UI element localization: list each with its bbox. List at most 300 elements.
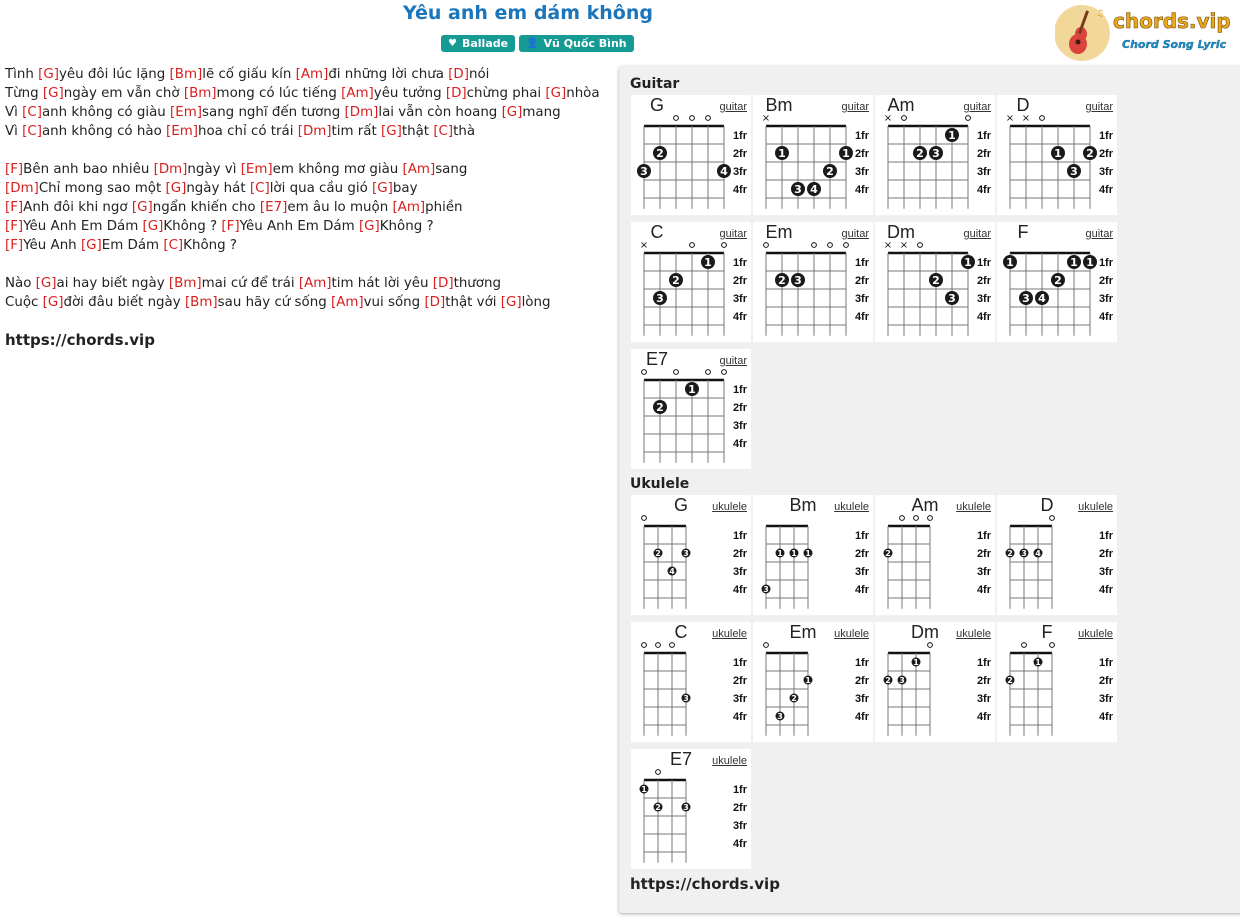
lyrics-line [5,84,615,103]
chord-link[interactable]: [Bm] [169,67,203,82]
chord-link[interactable]: [D] [448,67,469,82]
ukulele-link[interactable]: ukulele [712,501,747,513]
finger-number: 2 [885,549,891,558]
open-string-marker [928,516,933,521]
lyric-text: Chỉ mong sao một [38,181,166,196]
guitar-link[interactable]: guitar [841,101,869,113]
ukulele-chord-card-d[interactable] [997,495,1117,615]
lyric-text: lẽ cố giấu kín [202,67,296,82]
open-string-marker [828,243,833,248]
chord-name: G [673,495,688,515]
muted-string-marker: × [899,240,909,251]
fret-label: 4fr [854,184,869,196]
lyric-text: anh không có giàu [41,105,171,120]
guitar-chord-card-f[interactable] [997,222,1117,342]
finger-number: 2 [778,274,786,287]
finger-number: 2 [655,803,661,812]
open-string-marker [900,516,905,521]
chord-link[interactable]: [G] [358,219,380,234]
lyrics-line [5,217,615,236]
guitar-link[interactable]: guitar [1085,101,1113,113]
open-string-marker [764,643,769,648]
fret-label: 3fr [976,293,991,305]
finger-number: 2 [885,676,891,685]
ukulele-link[interactable]: ukulele [956,628,991,640]
guitar-chord-card-e7[interactable] [631,349,751,469]
genre-badge[interactable] [441,35,515,52]
chord-name: Dm [911,622,939,642]
chord-name: E7 [645,349,669,369]
finger-number: 2 [656,401,664,414]
chord-link[interactable]: [D] [432,276,454,291]
fret-label: 3fr [1098,293,1113,305]
chord-link[interactable]: [F] [221,219,240,234]
open-string-marker [812,243,817,248]
muted-string-marker: × [639,240,649,251]
fret-label: 4fr [732,711,747,723]
fret-label: 2fr [1098,548,1113,560]
fret-label: 1fr [1098,530,1113,542]
lyric-text: Yêu Anh Em Dám [239,219,359,234]
fret-label: 1fr [732,530,747,542]
lyric-text: yêu tưởng [373,86,446,101]
guitar-link[interactable]: guitar [841,228,869,240]
finger-number: 1 [805,549,811,558]
fret-label: 3fr [1098,693,1113,705]
chord-link[interactable]: [Dm] [153,162,188,177]
lyric-text: thà [453,124,476,139]
open-string-marker [690,116,695,121]
lyric-text: lòng [521,295,551,310]
open-string-marker [674,370,679,375]
open-string-marker [706,116,711,121]
fret-label: 1fr [854,130,869,142]
lyrics-spacer [5,141,615,160]
lyric-text: lời qua cầu gió [269,181,373,196]
site-url-left[interactable]: https://chords.vip [5,331,155,349]
chord-link[interactable]: [C] [163,238,184,253]
chord-link[interactable]: [G] [42,295,64,310]
chord-name: D [1016,95,1030,115]
fret-label: 4fr [732,584,747,596]
fret-label: 4fr [1098,584,1113,596]
chord-link[interactable]: [C] [22,124,42,139]
fret-label: 1fr [732,384,747,396]
lyric-text: chừng phai [466,86,546,101]
guitar-link[interactable]: guitar [963,101,991,113]
ukulele-link[interactable]: ukulele [1078,628,1113,640]
open-string-marker [656,643,661,648]
lyric-text: lai vẫn còn hoang [378,105,502,120]
finger-number: 3 [794,183,802,196]
fret-label: 3fr [854,293,869,305]
ukulele-link[interactable]: ukulele [834,501,869,513]
lyric-text: Anh đôi khi ngơ [23,200,132,215]
finger-number: 3 [683,549,689,558]
fret-label: 1fr [976,657,991,669]
fret-label: 4fr [1098,184,1113,196]
lyric-text: Cuộc [5,295,43,310]
fret-label: 2fr [976,275,991,287]
ukulele-chord-card-am[interactable] [875,495,995,615]
user-icon: 👤 [526,38,539,49]
open-string-marker [1050,516,1055,521]
finger-number: 2 [791,694,797,703]
heart-icon: ♥ [448,38,457,49]
fret-label: 3fr [732,166,747,178]
fret-label: 2fr [732,275,747,287]
lyric-text: ngày vì [187,162,241,177]
guitar-link[interactable]: guitar [719,355,747,367]
finger-number: 2 [1086,147,1094,160]
open-string-marker [674,116,679,121]
fret-label: 4fr [854,584,869,596]
fret-label: 2fr [1098,275,1113,287]
chord-diagrams-panel [619,66,1240,913]
lyric-text: đời đâu biết ngày [63,295,185,310]
finger-number: 4 [1038,292,1046,305]
guitar-link[interactable]: guitar [1085,228,1113,240]
open-string-marker [764,243,769,248]
muted-string-marker: × [1005,113,1015,124]
chord-link[interactable]: [G] [38,67,59,82]
chord-link[interactable]: [Bm] [183,86,217,101]
lyric-text: phiền [425,200,463,215]
finger-number: 4 [1035,549,1041,558]
fret-label: 2fr [854,148,869,160]
guitar-link[interactable]: guitar [719,228,747,240]
chord-link[interactable]: [E7] [259,200,288,215]
lyrics-line [5,160,615,179]
open-string-marker [844,243,849,248]
lyric-text: tim rất [331,124,382,139]
fret-label: 3fr [854,693,869,705]
lyric-text: Không ? [163,219,222,234]
lyric-text: vui sống [363,295,425,310]
chord-link[interactable]: [G] [500,295,522,310]
lyric-text: đi những lời chưa [328,67,449,82]
chord-link[interactable]: [F] [5,238,24,253]
lyric-text: anh không có hào [41,124,167,139]
artist-badge[interactable] [519,35,634,52]
fret-label: 1fr [1098,657,1113,669]
chord-link[interactable]: [G] [501,105,523,120]
finger-number: 2 [1054,274,1062,287]
fret-label: 2fr [732,402,747,414]
chord-link[interactable]: [Em] [166,124,198,139]
fret-label: 2fr [854,675,869,687]
fret-label: 1fr [854,257,869,269]
site-logo[interactable] [1055,4,1235,62]
fret-label: 3fr [732,693,747,705]
lyric-text: Yêu Anh [23,238,81,253]
chord-name: C [674,622,688,642]
fret-label: 2fr [976,675,991,687]
finger-number: 1 [704,256,712,269]
chord-link[interactable]: [G] [372,181,393,196]
fret-label: 4fr [976,184,991,196]
song-badges [441,35,634,52]
chord-link[interactable]: [G] [381,124,402,139]
lyric-text: Tình [5,67,39,82]
ukulele-chord-card-bm[interactable] [753,495,873,615]
finger-number: 2 [1007,549,1013,558]
chord-link[interactable]: [Em] [240,162,273,177]
fret-label: 2fr [854,275,869,287]
ukulele-link[interactable]: ukulele [1078,501,1113,513]
ukulele-link[interactable]: ukulele [956,501,991,513]
lyric-text: Nào [5,276,36,291]
music-note-icon: ♫ [1096,9,1105,19]
muted-string-marker: × [883,113,893,124]
lyrics-spacer [5,255,615,274]
fret-label: 3fr [732,566,747,578]
open-string-marker [966,116,971,121]
chord-link[interactable]: [C] [433,124,454,139]
lyrics-line [5,293,615,312]
fret-label: 4fr [732,438,747,450]
lyric-text: Không ? [183,238,237,253]
guitar-link[interactable]: guitar [719,101,747,113]
fret-label: 3fr [854,166,869,178]
lyrics-line [5,274,615,293]
finger-number: 1 [805,676,811,685]
finger-number: 1 [1086,256,1094,269]
chord-link[interactable]: [G] [35,276,57,291]
finger-number: 2 [1007,676,1013,685]
ukulele-chord-card-g[interactable] [631,495,751,615]
finger-number: 1 [777,549,783,558]
chord-link[interactable]: [Dm] [5,181,39,196]
lyric-text: Yêu Anh Em Dám [23,219,143,234]
chord-link[interactable]: [Am] [402,162,436,177]
chord-link[interactable]: [F] [5,162,24,177]
lyric-text: bay [392,181,418,196]
lyric-text: sang [435,162,468,177]
finger-number: 2 [826,165,834,178]
lyrics-block [5,65,615,312]
finger-number: 3 [1021,549,1027,558]
chord-link[interactable]: [F] [5,200,24,215]
fret-label: 1fr [732,657,747,669]
lyric-text: nhòa [566,86,600,101]
chord-link[interactable]: [C] [249,181,270,196]
fret-label: 2fr [732,675,747,687]
fret-label: 1fr [976,257,991,269]
ukulele-chord-card-em[interactable] [753,622,873,742]
fret-label: 2fr [976,548,991,560]
lyric-text: thật [401,124,434,139]
guitar-link[interactable]: guitar [963,228,991,240]
lyric-text: ngày em vẫn chờ [63,86,184,101]
lyric-text: nói [468,67,490,82]
lyric-text: mong có lúc tiếng [216,86,342,101]
fret-label: 4fr [976,584,991,596]
finger-number: 3 [777,712,783,721]
lyrics-line [5,198,615,217]
fret-label: 4fr [1098,711,1113,723]
chord-name: Bm [765,95,793,115]
logo-tagline: Chord Song Lyric [1122,38,1227,51]
chord-name: D [1040,495,1054,515]
open-string-marker [1050,643,1055,648]
lyrics-line [5,236,615,255]
fret-label: 2fr [732,802,747,814]
chord-link[interactable]: [G] [545,86,567,101]
guitar-chord-card-d[interactable] [997,95,1117,215]
ukulele-chord-card-dm[interactable] [875,622,995,742]
fret-label: 1fr [976,130,991,142]
lyric-text: Vì [5,124,23,139]
finger-number: 1 [791,549,797,558]
open-string-marker [656,770,661,775]
finger-number: 3 [656,292,664,305]
fret-label: 1fr [854,657,869,669]
lyric-text: ngày hát [186,181,250,196]
lyrics-line [5,122,615,141]
fret-label: 4fr [732,838,747,850]
chord-link[interactable]: [Am] [295,67,329,82]
fret-label: 4fr [976,711,991,723]
finger-number: 3 [899,676,905,685]
fret-label: 4fr [854,311,869,323]
ukulele-link[interactable]: ukulele [712,755,747,767]
finger-number: 2 [656,147,664,160]
fret-label: 3fr [976,693,991,705]
fret-label: 3fr [732,420,747,432]
fret-label: 1fr [976,530,991,542]
chord-link[interactable]: [G] [80,238,102,253]
finger-number: 4 [720,165,728,178]
finger-number: 4 [669,567,675,576]
song-title: Yêu anh em dám không [402,2,653,24]
open-string-marker [914,516,919,521]
fret-label: 1fr [732,784,747,796]
finger-number: 3 [683,803,689,812]
logo-text: chords.vip [1113,9,1231,33]
chord-name: Em [789,622,817,642]
site-url-right[interactable]: https://chords.vip [630,875,780,893]
lyric-text: em âu lo muộn [287,200,393,215]
chord-link[interactable]: [G] [142,219,164,234]
fret-label: 3fr [976,566,991,578]
chord-link[interactable]: [Bm] [168,276,202,291]
finger-number: 3 [794,274,802,287]
fret-label: 2fr [1098,148,1113,160]
finger-number: 1 [948,129,956,142]
chord-name: E7 [669,749,693,769]
chord-link[interactable]: [Em] [170,105,203,120]
ukulele-chord-card-c[interactable] [631,622,751,742]
open-string-marker [722,370,727,375]
fret-label: 3fr [732,293,747,305]
chord-link[interactable]: [C] [22,105,42,120]
open-string-marker [1022,643,1027,648]
open-string-marker [642,370,647,375]
chord-name: Dm [887,222,915,242]
lyric-text: Bên anh bao nhiêu [23,162,154,177]
open-string-marker [928,643,933,648]
lyric-text: ai hay biết ngày [56,276,169,291]
fret-label: 4fr [854,711,869,723]
chord-name: F [1017,222,1029,242]
ukulele-link[interactable]: ukulele [834,628,869,640]
lyric-text: thật với [445,295,501,310]
guitar-section-title: Guitar [630,76,680,92]
artist-label: Vũ Quốc Bình [543,37,627,50]
chord-name: F [1041,622,1053,642]
muted-string-marker: × [1021,113,1031,124]
finger-number: 3 [932,147,940,160]
finger-number: 1 [641,785,647,794]
lyrics-line [5,179,615,198]
finger-number: 2 [916,147,924,160]
lyric-text: thương [453,276,501,291]
fret-label: 4fr [732,184,747,196]
muted-string-marker: × [761,113,771,124]
finger-number: 3 [763,585,769,594]
ukulele-chord-card-e7[interactable] [631,749,751,869]
finger-number: 1 [1035,658,1041,667]
chord-link[interactable]: [F] [5,219,24,234]
finger-number: 1 [1006,256,1014,269]
fret-label: 4fr [976,311,991,323]
fret-label: 1fr [732,257,747,269]
chord-link[interactable]: [G] [131,200,153,215]
ukulele-section-title: Ukulele [630,476,690,492]
chord-link[interactable]: [Dm] [297,124,332,139]
finger-number: 2 [655,549,661,558]
chord-link[interactable]: [Am] [298,276,332,291]
chord-link[interactable]: [G] [165,181,187,196]
finger-number: 1 [1054,147,1062,160]
finger-number: 2 [932,274,940,287]
chord-link[interactable]: [G] [42,86,64,101]
fret-label: 3fr [854,566,869,578]
lyric-text: mai cứ để trái [201,276,299,291]
finger-number: 3 [948,292,956,305]
chord-link[interactable]: [Am] [341,86,374,101]
finger-number: 3 [640,165,648,178]
fret-label: 4fr [732,311,747,323]
finger-number: 3 [1070,165,1078,178]
ukulele-link[interactable]: ukulele [712,628,747,640]
open-string-marker [722,243,727,248]
finger-number: 3 [1022,292,1030,305]
chord-name: G [649,95,664,115]
fret-label: 3fr [1098,166,1113,178]
ukulele-chord-card-f[interactable] [997,622,1117,742]
open-string-marker [706,370,711,375]
fret-label: 1fr [1098,257,1113,269]
fret-label: 1fr [732,130,747,142]
chord-link[interactable]: [Dm] [344,105,379,120]
lyrics-line [5,65,615,84]
chord-link[interactable]: [Am] [392,200,426,215]
chord-link[interactable]: [D] [445,86,467,101]
finger-number: 4 [810,183,818,196]
chord-name: Em [765,222,793,242]
chord-link[interactable]: [Am] [330,295,364,310]
finger-number: 3 [683,694,689,703]
fret-label: 1fr [1098,130,1113,142]
genre-label: Ballade [461,37,509,50]
lyric-text: Từng [5,86,43,101]
finger-number: 2 [672,274,680,287]
finger-number: 1 [964,256,972,269]
chord-link[interactable]: [Bm] [184,295,218,310]
chord-link[interactable]: [D] [424,295,446,310]
